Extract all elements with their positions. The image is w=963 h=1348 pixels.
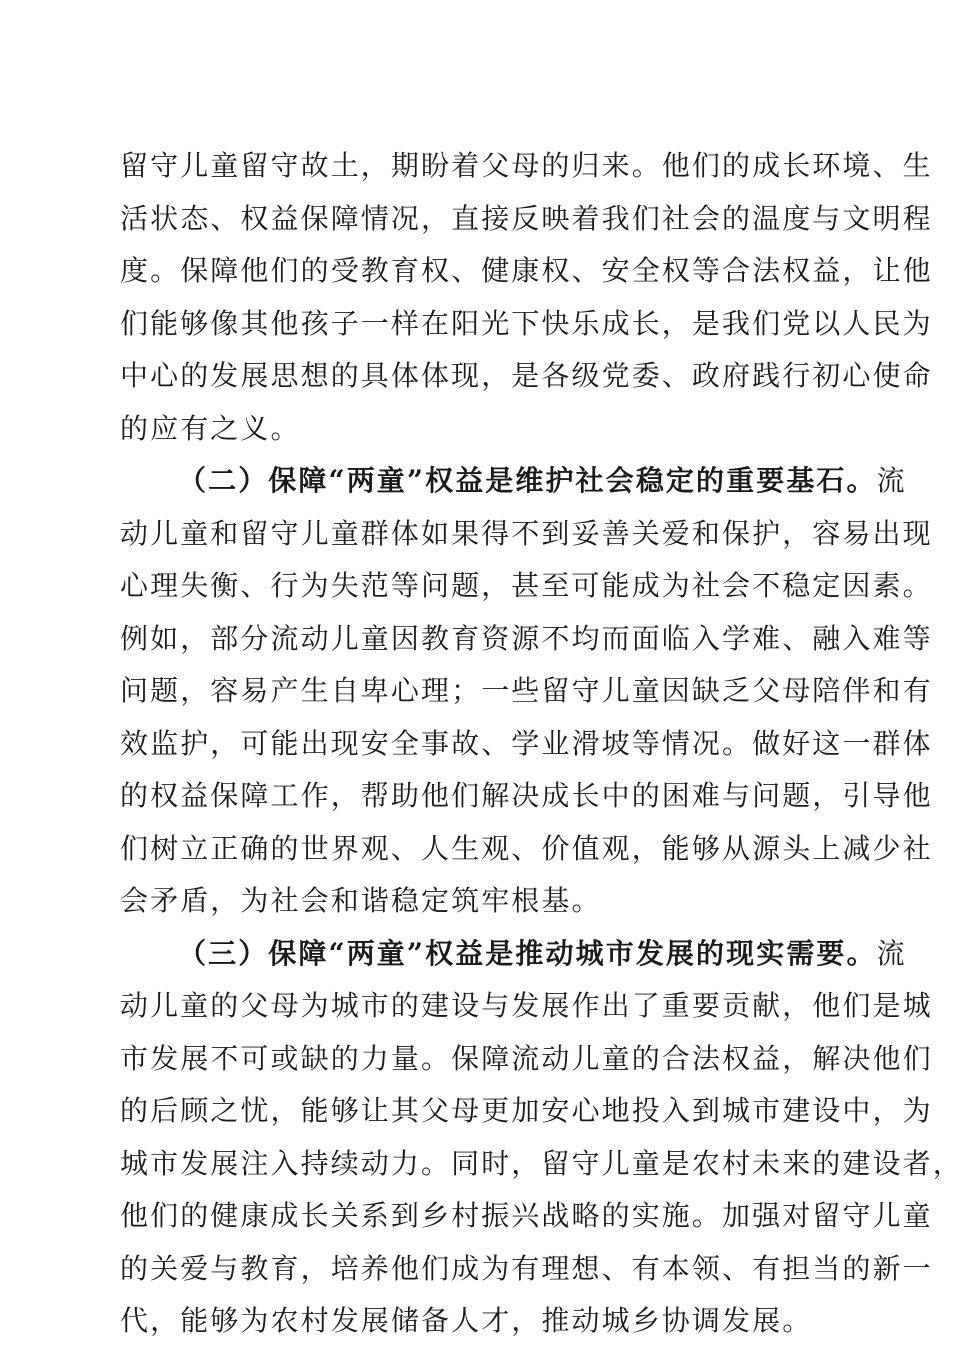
text-line: 例如，部分流动儿童因教育资源不均而面临入学难、融入难等 bbox=[120, 621, 933, 655]
text-line: 的权益保障工作，帮助他们解决成长中的困难与问题，引导他 bbox=[120, 779, 933, 812]
text-line: 效监护，可能出现安全事故、学业滑坡等情况。做好这一群体 bbox=[120, 726, 933, 760]
text-line: 城市发展注入持续动力。同时，留守儿童是农村未来的建设者， bbox=[120, 1146, 963, 1180]
text-line: 他们的健康成长关系到乡村振兴战略的实施。加强对留守儿童 bbox=[120, 1199, 933, 1232]
text-line bbox=[120, 928, 907, 981]
paragraph-1 bbox=[120, 140, 933, 455]
text-line: 们树立正确的世界观、人生观、价值观，能够从源头上减少社 bbox=[120, 831, 933, 865]
text-line: 们能够像其他孩子一样在阳光下快乐成长，是我们党以人民为 bbox=[120, 306, 933, 340]
section-heading-2: （二）保障“两童”权益是维护社会稳定的重要基石。 bbox=[178, 464, 877, 497]
text-line: 动儿童和留守儿童群体如果得不到妥善关爱和保护，容易出现 bbox=[120, 516, 933, 550]
text-run: 流 bbox=[876, 936, 907, 970]
text-line: 的后顾之忧，能够让其父母更加安心地投入到城市建设中，为 bbox=[120, 1094, 933, 1127]
text-line: 问题，容易产生自卑心理；一些留守儿童因缺乏父母陪伴和有 bbox=[120, 674, 933, 707]
text-line: 市发展不可或缺的力量。保障流动儿童的合法权益，解决他们 bbox=[120, 1041, 933, 1075]
text-run: 流 bbox=[876, 464, 907, 497]
text-line: 留守儿童留守故土，期盼着父母的归来。他们的成长环境、生 bbox=[120, 149, 933, 182]
section-heading-3: （三）保障“两童”权益是推动城市发展的现实需要。 bbox=[178, 936, 877, 970]
document-page bbox=[120, 140, 963, 1348]
text-line: 度。保障他们的受教育权、健康权、安全权等合法权益，让他 bbox=[120, 254, 933, 287]
text-line: 会矛盾，为社会和谐稳定筑牢根基。 bbox=[120, 884, 602, 917]
text-line: 心理失衡、行为失范等问题，甚至可能成为社会不稳定因素。 bbox=[120, 569, 933, 602]
text-line: 活状态、权益保障情况，直接反映着我们社会的温度与文明程 bbox=[120, 201, 933, 235]
text-line: 中心的发展思想的具体体现，是各级党委、政府践行初心使命 bbox=[120, 359, 933, 392]
text-line: 的关爱与教育，培养他们成为有理想、有本领、有担当的新一 bbox=[120, 1251, 933, 1285]
text-line: 代，能够为农村发展储备人才，推动城乡协调发展。 bbox=[120, 1304, 813, 1337]
text-line bbox=[120, 455, 907, 508]
paragraph-3 bbox=[120, 928, 963, 1348]
text-line: 动儿童的父母为城市的建设与发展作出了重要贡献，他们是城 bbox=[120, 989, 933, 1022]
text-line: 的应有之义。 bbox=[120, 411, 301, 445]
paragraph-2 bbox=[120, 455, 933, 928]
